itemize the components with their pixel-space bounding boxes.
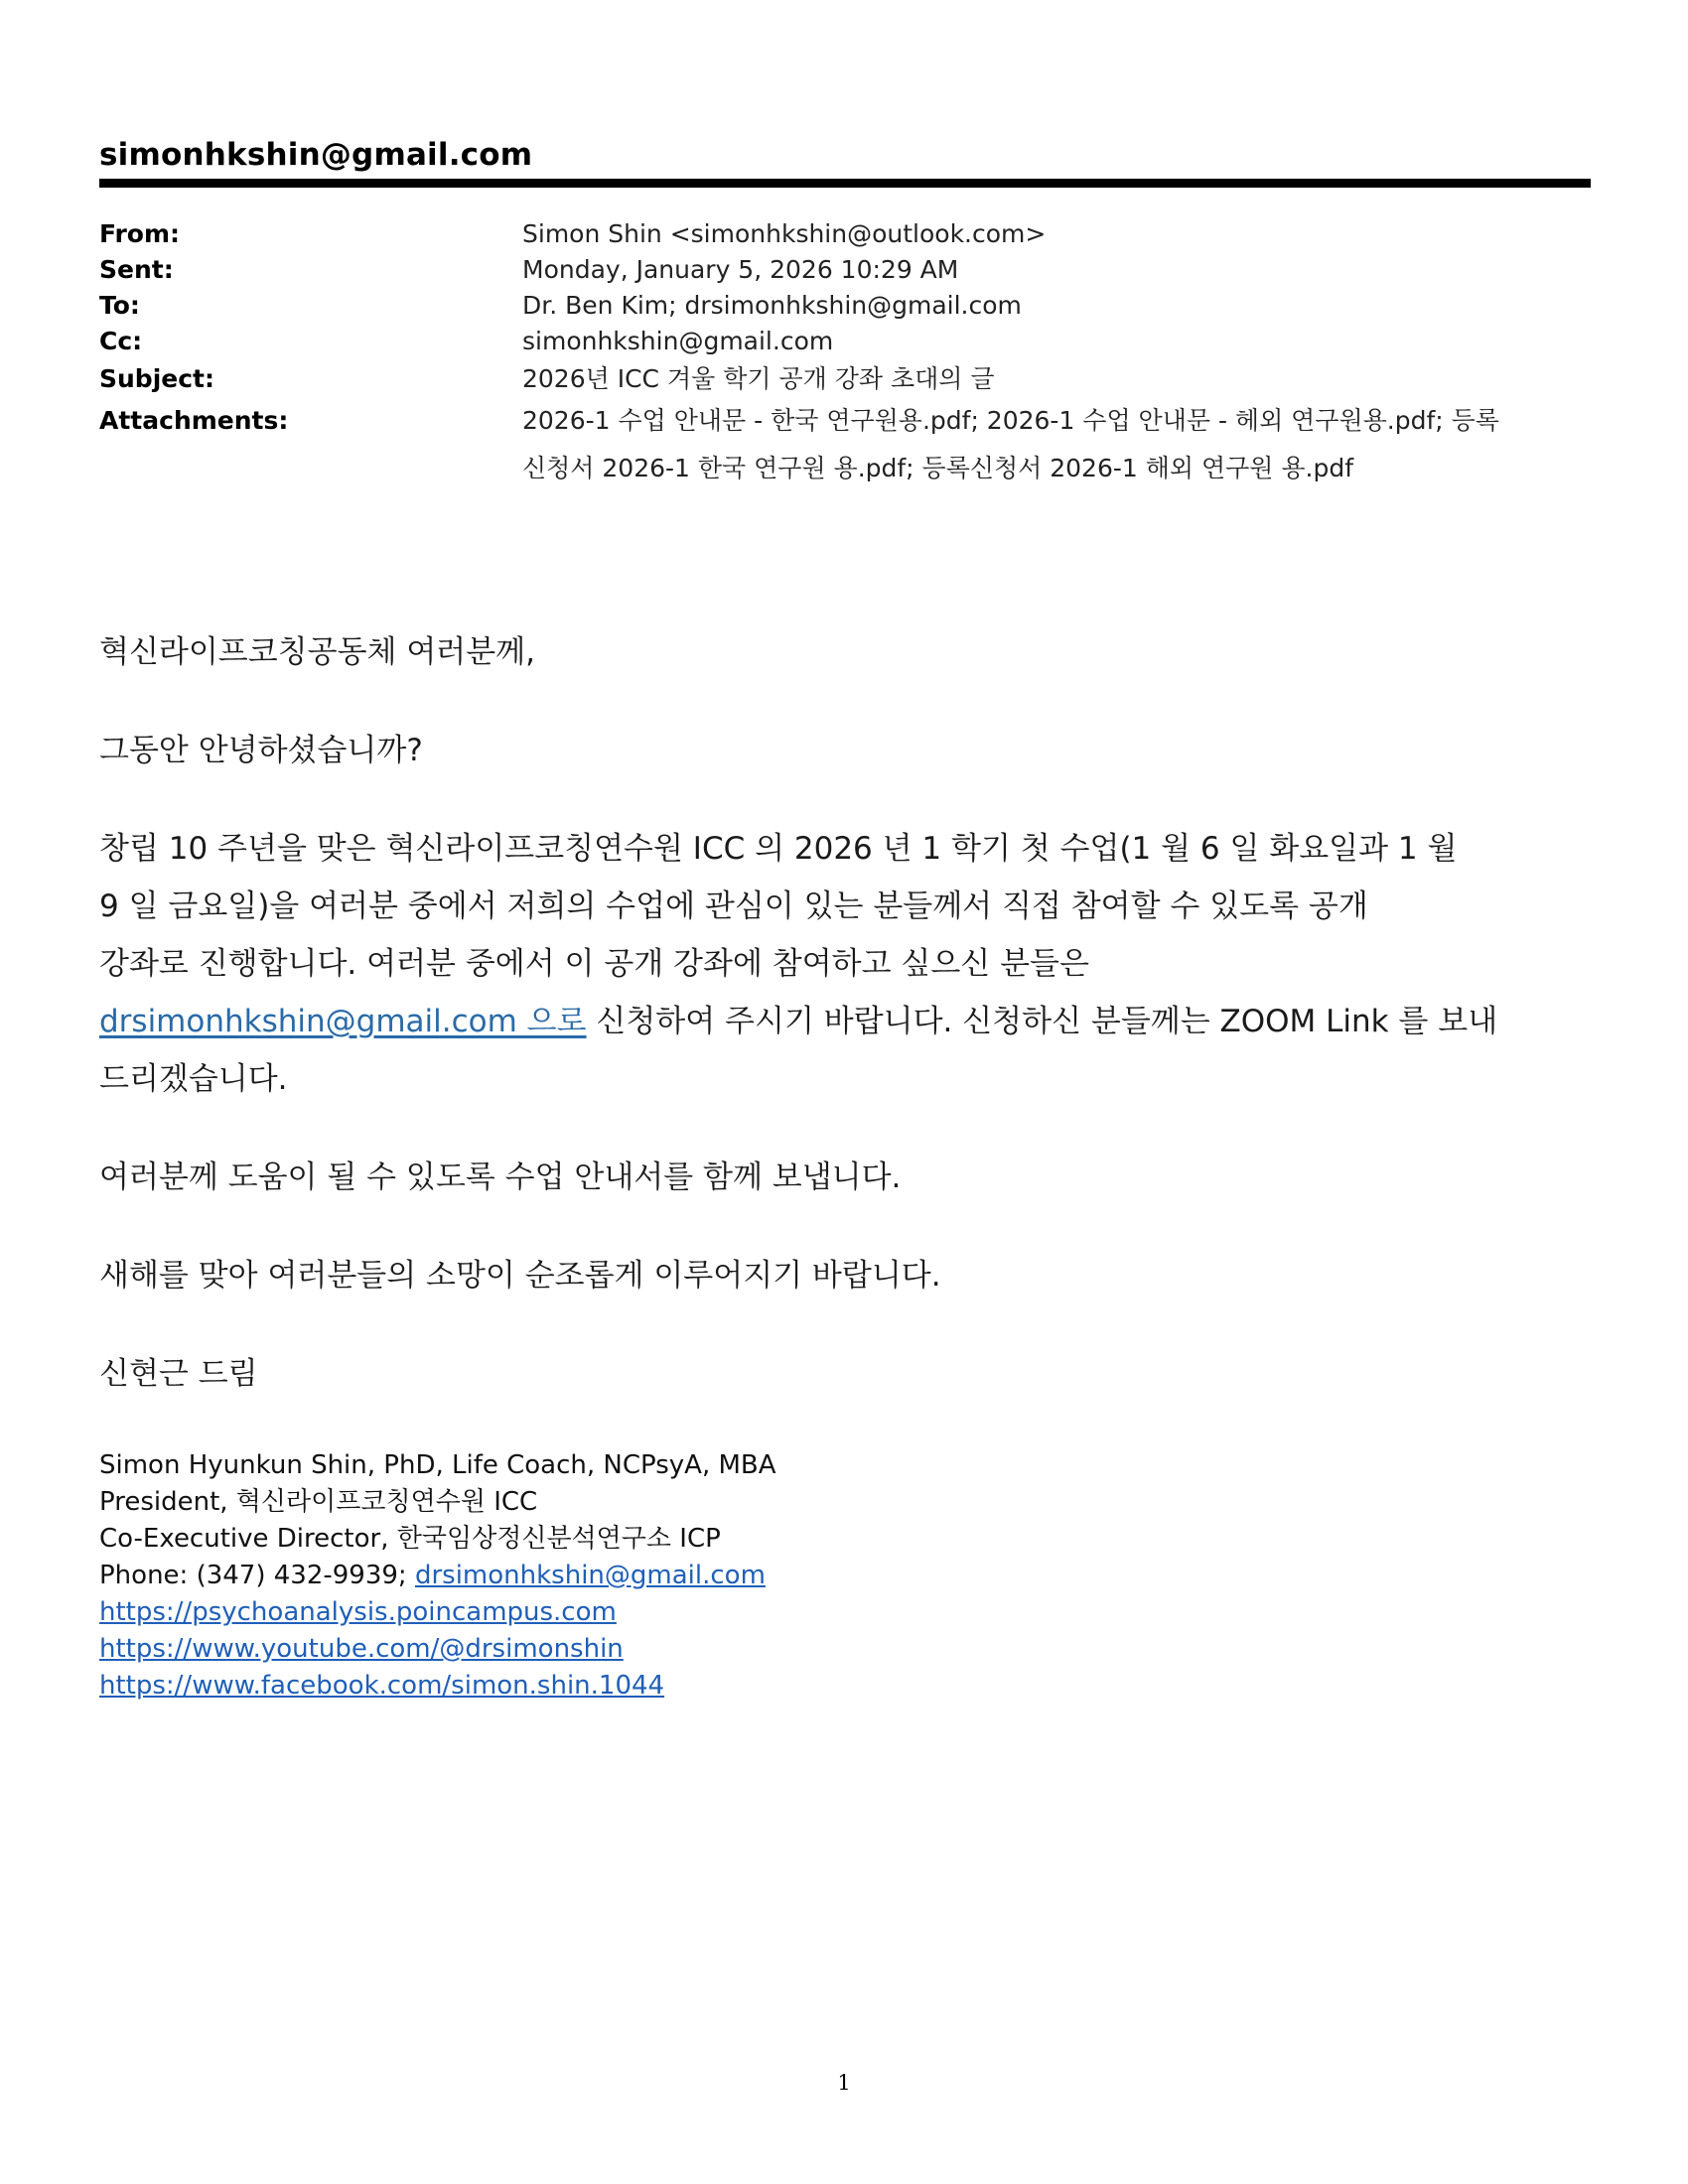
email-body [99, 623, 1589, 1443]
attachments-line-2: 신청서 2026-1 한국 연구원 용.pdf; 등록신청서 2026-1 해외 연구원 용.pdf [522, 454, 1354, 482]
email-header [99, 216, 1591, 492]
attachments-row [99, 403, 1591, 492]
body-line-2: 그동안 안녕하셨습니까? [99, 733, 423, 768]
signature-name: Simon Hyunkun Shin, PhD, Life Coach, NCPsyA, MBA [99, 1450, 776, 1480]
to-row [99, 288, 1591, 324]
signup-email-link[interactable]: drsimonhkshin@gmail.com 으로 [99, 1004, 587, 1039]
from-label: From: [99, 219, 181, 248]
sent-label: Sent: [99, 255, 174, 284]
cc-label: Cc: [99, 327, 143, 355]
mailbox-title: simonhkshin@gmail.com [99, 137, 533, 173]
signature-director: Co-Executive Director, 한국임상정신분석연구소 ICP [99, 1524, 721, 1554]
to-value: Dr. Ben Kim; drsimonhkshin@gmail.com [522, 291, 1022, 320]
header-divider [99, 179, 1591, 188]
p3-line-3: 강좌로 진행합니다. 여러분 중에서 이 공개 강좌에 참여하고 싶으신 분들은 [99, 946, 1089, 982]
poincampus-link[interactable]: https://psychoanalysis.poincampus.com [99, 1597, 617, 1627]
cc-value: simonhkshin@gmail.com [522, 327, 834, 355]
attachments-value [522, 397, 1591, 492]
page-number: 1 [837, 2071, 851, 2095]
from-value: Simon Shin <simonhkshin@outlook.com> [522, 219, 1047, 248]
signature-link-youtube [99, 1631, 1291, 1668]
signature-block [99, 1447, 1291, 1705]
sign-off: 신현근 드림 [99, 1356, 258, 1392]
signature-link-facebook [99, 1668, 1291, 1705]
phone-text: Phone: (347) 432-9939; [99, 1561, 415, 1590]
p3-line-4: 신청하여 주시기 바랍니다. 신청하신 분들께는 ZOOM Link 를 보내 [586, 1004, 1498, 1039]
signature-president: President, 혁신라이프코칭연수원 ICC [99, 1487, 538, 1517]
to-label: To: [99, 291, 140, 320]
signature-phone [99, 1558, 1291, 1594]
sent-value: Monday, January 5, 2026 10:29 AM [522, 255, 959, 284]
subject-label: Subject: [99, 364, 214, 393]
youtube-link[interactable]: https://www.youtube.com/@drsimonshin [99, 1634, 624, 1664]
body-paragraph-5: 새해를 맞아 여러분들의 소망이 순조롭게 이루어지기 바랍니다. [99, 1258, 941, 1294]
from-row [99, 216, 1591, 252]
facebook-link[interactable]: https://www.facebook.com/simon.shin.1044 [99, 1671, 665, 1701]
greeting: 혁신라이프코칭공동체 여러분께, [99, 634, 535, 670]
signature-email-link[interactable]: drsimonhkshin@gmail.com [414, 1561, 766, 1590]
p3-line-1: 창립 10 주년을 맞은 혁신라이프코칭연수원 ICC 의 2026 년 1 학기 첫 수업(1 월 6 일 화요일과 1 월 [99, 831, 1458, 867]
p3-line-5: 드리겠습니다. [99, 1061, 288, 1097]
p3-line-2: 9 일 금요일)을 여러분 중에서 저희의 수업에 관심이 있는 분들께서 직접 참여할 수 있도록 공개 [99, 888, 1368, 924]
subject-value: 2026년 ICC 겨울 학기 공개 강좌 초대의 글 [522, 364, 995, 393]
subject-row [99, 359, 1591, 399]
attachments-line-1: 2026-1 수업 안내문 - 한국 연구원용.pdf; 2026-1 수업 안내문 - 헤외 연구원용.pdf; 등록 [522, 406, 1499, 435]
attachments-label: Attachments: [99, 406, 289, 435]
cc-row [99, 324, 1591, 359]
sent-row [99, 252, 1591, 288]
signature-link-poincampus [99, 1594, 1291, 1631]
body-paragraph-3 [99, 820, 1589, 1108]
body-paragraph-4: 여러분께 도움이 될 수 있도록 수업 안내서를 함께 보냅니다. [99, 1160, 902, 1195]
